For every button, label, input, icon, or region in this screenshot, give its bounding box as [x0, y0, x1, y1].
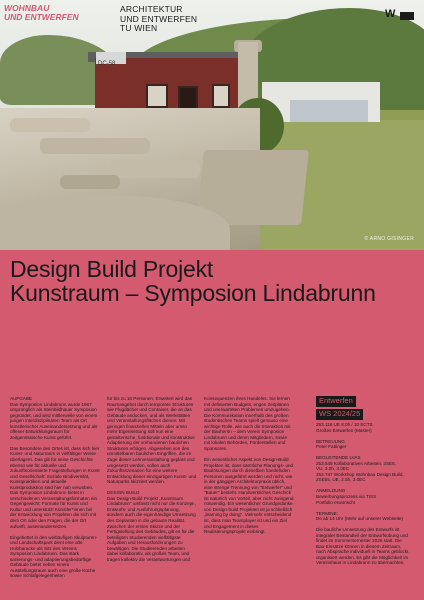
section-design-build	[107, 490, 197, 562]
section-aufgabe	[10, 396, 100, 440]
lvas-heading: BEGLEITENDE LVAS	[316, 455, 361, 461]
betreuung-heading: BETREUUNG	[316, 438, 345, 444]
paragraph: Eingebettet in den weitläufigen Skulpturen- und Landschaftspark dient eine alte Holzbaracke als Sitz des Vereins Symposion Lindabrunn. Das stark sanierungs- und adaptierungsbedürftige Gebäude bietet neben einem Ausstellungsraum auch eine große Küche sowie Schlafgelegenheiten	[10, 534, 98, 579]
anmeldung-line: Bewerbungsprozess via TISS	[316, 493, 377, 499]
logo: W	[385, 8, 396, 20]
paragraph: Das Design-Build Projekt „Kunstraum Lindabrunn" umfasst nicht nur die Konzept-, Entwurfs- und Ausführungsplanung, sondern auch die eigenhändige Umsetzung des Geplanten in die gebaute Realität. Zwischen der ersten Skizze und der Fertigstellung des Gebäudes, gilt es für die beteiligten Studierenden vielfältigste Aufgaben und Herausforderungen zu bewältigen. Die Studierenden arbeiten dabei kollaborativ, als großes Team, und tragen kollektiv die Verantwortungen und	[107, 495, 197, 562]
title-line-2: Kunstraum – Symposion Lindabrunn	[10, 280, 376, 306]
chair-label	[4, 4, 79, 22]
stone-slab	[40, 138, 150, 154]
termine-heading: TERMINE:	[316, 510, 338, 516]
chair-label-line: WOHNBAU	[4, 3, 50, 13]
lvas-list	[316, 461, 412, 483]
anmeldung-block	[316, 488, 412, 505]
lvas-block	[316, 455, 412, 483]
stone-slab	[110, 160, 200, 178]
hut-sign-text: DC-58	[98, 61, 116, 67]
construction-note: Die bauliche Umsetzung des Entwurfs ist integraler Bestandteil der Entwurfsübung und findet im Sommersemester 2025 statt. Die Bau-Einsätze können in diesem Zeitraum, nach Absprache individuell in Teams geblockt organisiert werden. Es gibt die Möglichkeit im Vereinshaus in Lindabrunn zu übernachten.	[316, 527, 409, 566]
hut-sign	[96, 52, 126, 67]
column-2	[107, 396, 197, 568]
paragraph: Konsequenzen ihres Handelns. Sie lernen mit definierten Budgets, engen Zeitplänen und unerwarteten Problemen umzugehen. Die Kommunikation innerhalb des großen studentischen Teams spielt genauso eine wichtige Rolle, wie auch die Interaktion mit der Bauherrin – dem Verein Symposion Lindabrunn und deren Mitgliedern, sowie mit lokalen Behörden, Förderstellen und Sponsoren.	[204, 396, 291, 451]
stone-slab	[10, 118, 90, 132]
graffiti-wall	[290, 100, 368, 122]
hut-window	[212, 84, 230, 108]
betreuung-list	[316, 444, 412, 450]
betreuung-block	[316, 439, 412, 450]
chair-label-line: UND ENTWERFEN	[4, 12, 79, 22]
paragraph: Das Besondere des Ortes ist, dass sich hier Kunst- und Naturraum in vielfältiger Weise überlagern. Das gilt für seine Geschichte ebenso wie für aktuelle und zukunftsorientierte Fragestellungen in Kunst und Gesellschaft: Soziale Biodiversität, Kunstpraktiken und aktuelle Kunstproduktion sind hier nah verwoben. Das Symposion Lindabrunn bietet in verschiedenen Veranstaltungsformaten ein Gegengewicht: Formate für Kunst und Kultur und unterstützt Künstler*innen bei der Entwicklung von Projekten die sich mit dem Ort oder den Fragen, die der Ort aufwirft, auseinandersetzen.	[10, 445, 100, 529]
paragraph: Das Symposion Lindabrunn wurde 1967 ursprünglich als Steinbildhauer Symposion gegründet, und wird mittlerweile von einem jungen interdisziplinären Team als Ort künstlerischer Auseinandersetzung und als offener Entwicklungsraum für zeitgenössische Kunst geführt.	[10, 401, 98, 440]
column-3	[204, 396, 294, 540]
anmeldung-line: Portfolio erwünscht	[316, 499, 356, 505]
institute-line: TU WIEN	[120, 23, 158, 33]
begleitend-line: 2SE55, UE, 2.5h, 3.0EC	[316, 477, 366, 483]
begleitend-line: 253.549 Kollaboratives Arbeiten, 2SE5,	[316, 460, 396, 466]
photo-credit: © ARNO GISINGER	[364, 236, 414, 242]
begleitend-line: VU, 3.0h, 3.0EC	[316, 466, 350, 472]
logo-bar-icon	[400, 12, 414, 20]
title-line-1: Design Build Projekt	[10, 256, 214, 282]
hut-window	[146, 84, 168, 108]
anmeldung-list	[316, 494, 412, 505]
betreuung-line: Peter Fattinger	[316, 444, 347, 450]
section-heading: AUFGABE	[10, 396, 32, 401]
paragraph: Ein wesentlicher Aspekt von Design-Build Projekten ist, dass sämtliche Planungs- und Baulösungen durch dieselben handelnden Personen ausgeführt werden und nicht, wie in der gängigen Architekturpraxis üblich, eine strenge Trennung von "Entwerfer" und "Bauer" besteht. Handwerkliches Geschick ist natürlich von Vorteil, aber nicht zwingend notwendig. Ein wesentlicher Grundgedanke von Design-build Projekten ist ja schließlich „learning by doing". Vielmehr entscheidend ist, dass man Teamplayer ist und ein Ziel und Engagement in dieses Realisierungsprojekt einbringt.	[204, 456, 294, 535]
info-column	[316, 396, 412, 566]
institute-label	[120, 5, 197, 34]
begleitend-line: 253.747 Workshop Wohnbau Design Build,	[316, 471, 404, 477]
termine-block	[316, 511, 412, 522]
info-line: Großes Entwerfen (Master)	[316, 427, 372, 433]
course-info	[316, 422, 412, 433]
termine-line: Do ab 14 Uhr (Mehr auf unserer Webseite)	[316, 516, 403, 522]
badge-entwerfen: Entwerfen	[316, 396, 356, 407]
course-badge	[316, 396, 412, 422]
header-photo	[0, 0, 424, 250]
anmeldung-heading: ANMELDUNG	[316, 488, 346, 494]
termine-list	[316, 516, 412, 522]
page-title	[10, 257, 376, 305]
institute-line: UND ENTWERFEN	[120, 13, 198, 24]
paragraph: für bis zu 10 Personen. Erweitert wird das Raumangebot durch temporäre Strukturen wie Flugdächer und Container, die an das Gebäude andocken, und als Werkstätten und Veranstaltungsflächen dienen. Mit geringen finanziellen Mitteln aber umso mehr Eigenleistung soll nun eine gestalterische, funktionale und konstruktive Adaptierung der vorhandenen baulichen Strukturen erfolgen. Abgesehen von den unmittelbaren baulichen Eingriffen, die im Zuge dieser Lehrveranstaltung geplant und umgesetzt werden, sollen auch Zukunftsszenarien für eine weitere Entwicklung dieser einzigartigen Kunst- und Naturparks skizziert werden.	[107, 396, 197, 485]
badge-semester: WS 2024/25	[316, 409, 363, 420]
info-line: 253.116 UE 8.0h / 10 ECTS	[316, 422, 373, 427]
stone-slab	[60, 175, 120, 189]
institute-line: ARCHITEKTUR	[120, 4, 183, 14]
column-1	[10, 396, 100, 584]
section-heading: DESIGN BUILD	[107, 490, 140, 496]
